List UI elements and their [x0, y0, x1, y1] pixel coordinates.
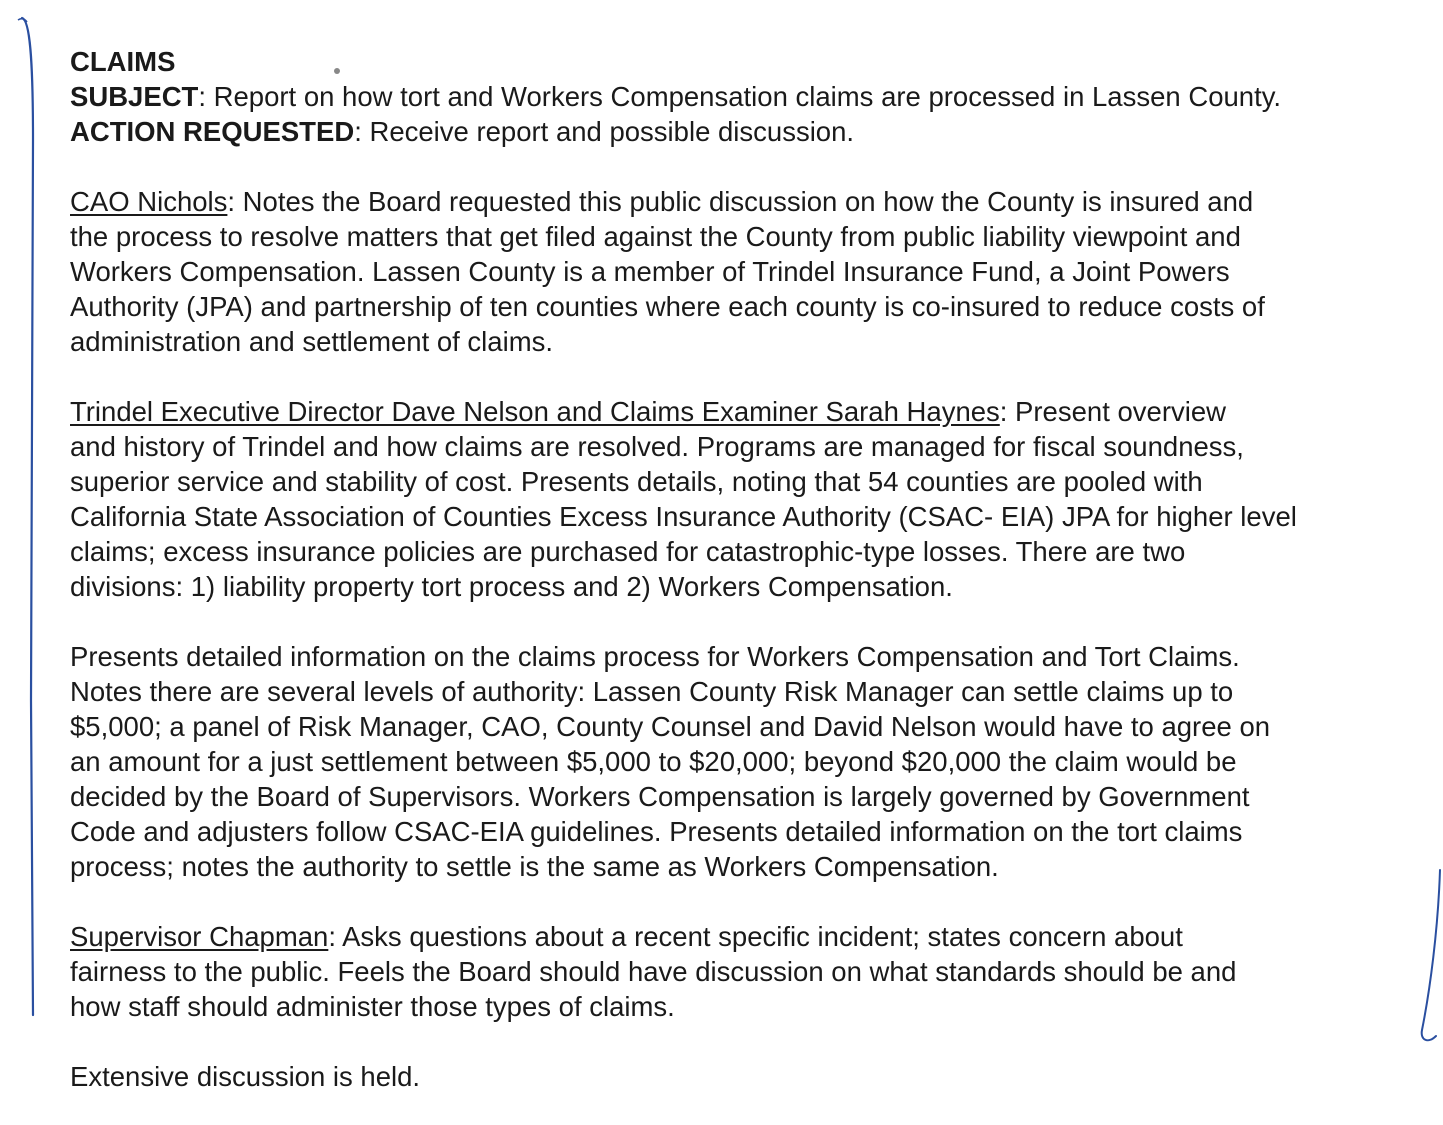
paragraph-line: decided by the Board of Supervisors. Workers Compensation is largely governed by Government: [70, 781, 1250, 812]
paragraph-line: and history of Trindel and how claims are resolved. Programs are managed for fiscal soundness,: [70, 431, 1244, 462]
paragraph-line: claims; excess insurance policies are purchased for catastrophic-type losses. There are two: [70, 536, 1186, 567]
paragraph-line: superior service and stability of cost. Presents details, noting that 54 counties are pooled with: [70, 466, 1203, 497]
paragraph-line: California State Association of Counties Excess Insurance Authority (CSAC- EIA) JPA for higher level: [70, 501, 1297, 532]
section-heading: CLAIMS: [70, 46, 176, 77]
paragraph-line: Trindel Executive Director Dave Nelson and Claims Examiner Sarah Haynes: Present overview: [70, 396, 1226, 427]
paragraph-line: the process to resolve matters that get filed against the County from public liability viewpoint and: [70, 221, 1241, 252]
paragraph-supervisor-chapman: [70, 919, 1420, 1024]
paragraph-line: Notes there are several levels of authority: Lassen County Risk Manager can settle claims up to: [70, 676, 1234, 707]
action-requested-line: [70, 114, 1420, 149]
left-margin-ink-line: [0, 0, 60, 1125]
paragraph-line: Authority (JPA) and partnership of ten counties where each county is co-insured to reduce costs of: [70, 291, 1265, 322]
paragraph-line: Supervisor Chapman: Asks questions about a recent specific incident; states concern about: [70, 921, 1183, 952]
paragraph-line: fairness to the public. Feels the Board should have discussion on what standards should be and: [70, 956, 1237, 987]
subject-line: [70, 79, 1420, 114]
paragraph-claims-process: [70, 639, 1420, 884]
paragraph-line: divisions: 1) liability property tort process and 2) Workers Compensation.: [70, 571, 953, 602]
paragraph-discussion: [70, 1059, 1420, 1094]
speaker-name: Trindel Executive Director Dave Nelson and Claims Examiner Sarah Haynes: [70, 396, 1000, 427]
paragraph-line: Workers Compensation. Lassen County is a member of Trindel Insurance Fund, a Joint Powers: [70, 256, 1230, 287]
action-requested-label: ACTION REQUESTED: [70, 116, 355, 147]
paragraph-line: $5,000; a panel of Risk Manager, CAO, County Counsel and David Nelson would have to agree on: [70, 711, 1271, 742]
minutes-content: [70, 44, 1420, 1094]
subject-label: SUBJECT: [70, 81, 199, 112]
paragraph-line: administration and settlement of claims.: [70, 326, 553, 357]
paragraph-cao-nichols: [70, 184, 1420, 359]
action-requested-text: : Receive report and possible discussion.: [354, 116, 855, 147]
paragraph-line: an amount for a just settlement between $5,000 to $20,000; beyond $20,000 the claim would be: [70, 746, 1237, 777]
paragraph-trindel: [70, 394, 1420, 604]
paragraph-line: how staff should administer those types of claims.: [70, 991, 675, 1022]
paragraph-line: Extensive discussion is held.: [70, 1061, 421, 1092]
paragraph-line: CAO Nichols: Notes the Board requested this public discussion on how the County is insured and: [70, 186, 1254, 217]
paragraph-line: Presents detailed information on the claims process for Workers Compensation and Tort Claims.: [70, 641, 1240, 672]
subject-text: : Report on how tort and Workers Compensation claims are processed in Lassen County.: [198, 81, 1282, 112]
speaker-name: CAO Nichols: [70, 186, 228, 217]
paragraph-line: process; notes the authority to settle is the same as Workers Compensation.: [70, 851, 999, 882]
speaker-name: Supervisor Chapman: [70, 921, 329, 952]
paragraph-line: Code and adjusters follow CSAC-EIA guidelines. Presents detailed information on the tort claims: [70, 816, 1243, 847]
